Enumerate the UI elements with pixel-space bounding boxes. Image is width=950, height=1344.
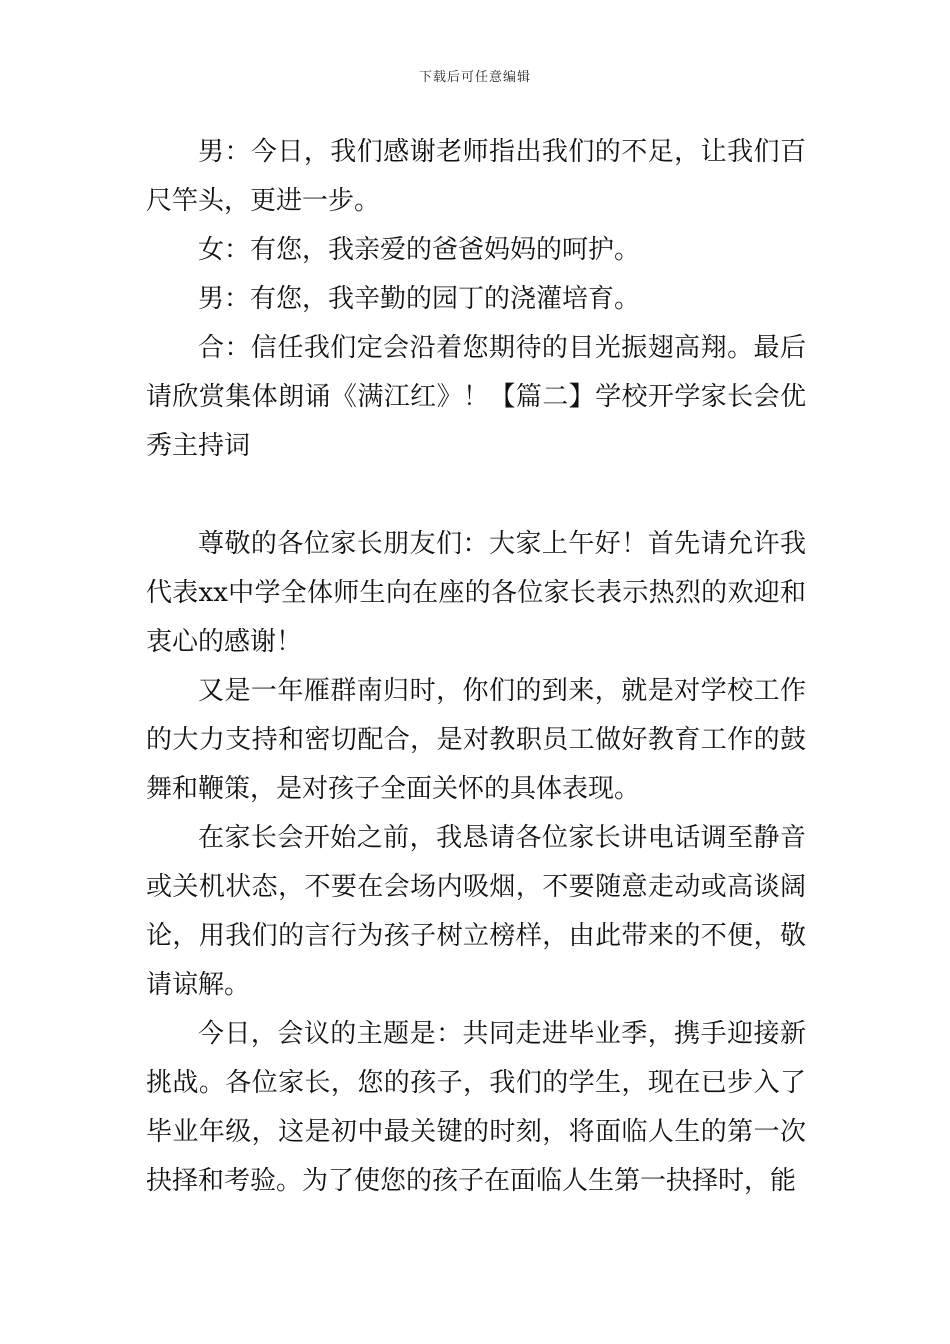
paragraph-spacer: [146, 471, 806, 520]
paragraph-welcome: 尊敬的各位家长朋友们：大家上午好！首先请允许我代表xx中学全体师生向在座的各位家长表示热烈的欢迎和衷心的感谢！: [146, 529, 806, 657]
paragraph-meeting-theme: 今日，会议的主题是：共同走进毕业季，携手迎接新挑战。各位家长，您的孩子，我们的学生，现在已步入了毕业年级，这是初中最关键的时刻，将面临人生的第一次抉择和考验。为了使您的孩子在面临人生第一抉择时，能: [146, 1019, 806, 1196]
document-body: [146, 128, 806, 1206]
paragraph-meeting-rules: 在家长会开始之前，我恳请各位家长讲电话调至静音或关机状态，不要在会场内吸烟，不要随意走动或高谈阔论，用我们的言行为孩子树立榜样，由此带来的不便，敬请谅解。: [146, 823, 806, 1000]
paragraph-together-closing: 合：信任我们定会沿着您期待的目光振翅高翔。最后请欣赏集体朗诵《满江红》！【篇二】学校开学家长会优秀主持词: [146, 333, 806, 461]
paragraph-appreciation: 又是一年雁群南归时，你们的到来，就是对学校工作的大力支持和密切配合，是对教职员工做好教育工作的鼓舞和鞭策，是对孩子全面关怀的具体表现。: [146, 676, 806, 804]
paragraph-male-teachers: 男：有您，我辛勤的园丁的浇灌培育。: [198, 284, 641, 314]
paragraph-female-parents: 女：有您，我亲爱的爸爸妈妈的呵护。: [198, 235, 641, 265]
paragraph-male-thanks: 男：今日，我们感谢老师指出我们的不足，让我们百尺竿头，更进一步。: [146, 137, 806, 216]
header-note: 下载后可任意编辑: [418, 70, 531, 85]
